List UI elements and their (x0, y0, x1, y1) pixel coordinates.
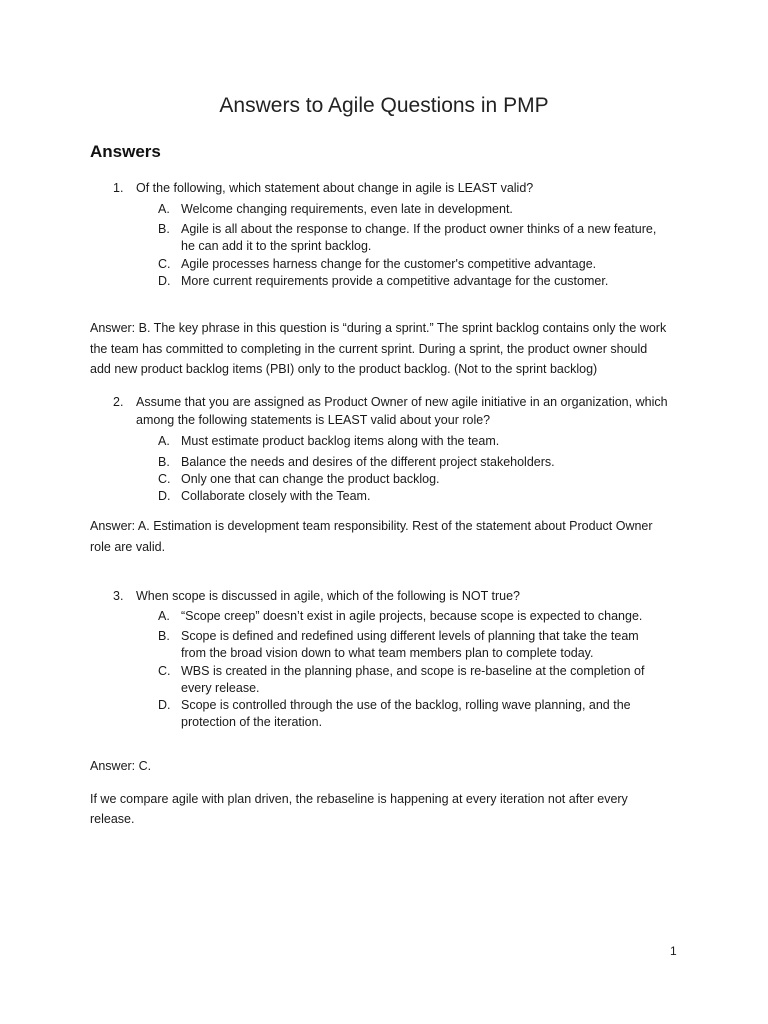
question-text: Assume that you are assigned as Product Owner of new agile initiative in an organization, which (136, 395, 668, 409)
page-number: 1 (670, 944, 677, 958)
option-text: WBS is created in the planning phase, and scope is re-baseline at the completion of (181, 664, 645, 678)
option-letter: D. (158, 274, 171, 288)
option-text: Collaborate closely with the Team. (181, 489, 371, 503)
option-text: protection of the iteration. (181, 715, 323, 729)
option-letter: C. (158, 664, 171, 678)
option-text: “Scope creep” doesn’t exist in agile projects, because scope is expected to change. (181, 609, 643, 623)
option-text: every release. (181, 681, 260, 695)
answer-text: role are valid. (90, 540, 166, 554)
question-text: among the following statements is LEAST valid about your role? (136, 413, 491, 427)
option-letter: D. (158, 698, 171, 712)
option-text: Scope is defined and redefined using different levels of planning that take the team (181, 629, 639, 643)
answer-text: the team has committed to completing in the current sprint. During a sprint, the product owner should (90, 342, 648, 356)
answer-text: Answer: A. Estimation is development team responsibility. Rest of the statement about Product Owner (90, 519, 653, 533)
option-text: Agile is all about the response to change. If the product owner thinks of a new feature, (181, 222, 657, 236)
option-text: Balance the needs and desires of the different project stakeholders. (181, 455, 555, 469)
answer-text: Answer: B. The key phrase in this question is “during a sprint.” The sprint backlog contains only the work (90, 321, 667, 335)
question-number: 2. (113, 395, 124, 409)
option-letter: A. (158, 609, 170, 623)
option-text: Only one that can change the product backlog. (181, 472, 440, 486)
question-text: Of the following, which statement about change in agile is LEAST valid? (136, 181, 534, 195)
option-letter: A. (158, 202, 170, 216)
answer-text: Answer: C. (90, 759, 152, 773)
option-text: he can add it to the sprint backlog. (181, 239, 372, 253)
option-text: from the broad vision down to what team members plan to complete today. (181, 646, 594, 660)
option-letter: D. (158, 489, 171, 503)
question-number: 3. (113, 589, 124, 603)
page-title: Answers to Agile Questions in PMP (219, 94, 549, 117)
option-text: Welcome changing requirements, even late in development. (181, 202, 513, 216)
option-letter: C. (158, 472, 171, 486)
option-text: Scope is controlled through the use of the backlog, rolling wave planning, and the (181, 698, 631, 712)
option-letter: A. (158, 434, 170, 448)
option-letter: C. (158, 257, 171, 271)
option-text: More current requirements provide a competitive advantage for the customer. (181, 274, 609, 288)
explanation-text: If we compare agile with plan driven, the rebaseline is happening at every iteration not after every (90, 792, 628, 806)
explanation-text: release. (90, 812, 135, 826)
section-heading: Answers (90, 142, 161, 161)
question-text: When scope is discussed in agile, which of the following is NOT true? (136, 589, 520, 603)
option-letter: B. (158, 222, 170, 236)
option-letter: B. (158, 455, 170, 469)
option-letter: B. (158, 629, 170, 643)
option-text: Must estimate product backlog items along with the team. (181, 434, 500, 448)
option-text: Agile processes harness change for the customer's competitive advantage. (181, 257, 597, 271)
answer-text: add new product backlog items (PBI) only to the product backlog. (Not to the sprint backlog) (90, 362, 598, 376)
question-number: 1. (113, 181, 124, 195)
